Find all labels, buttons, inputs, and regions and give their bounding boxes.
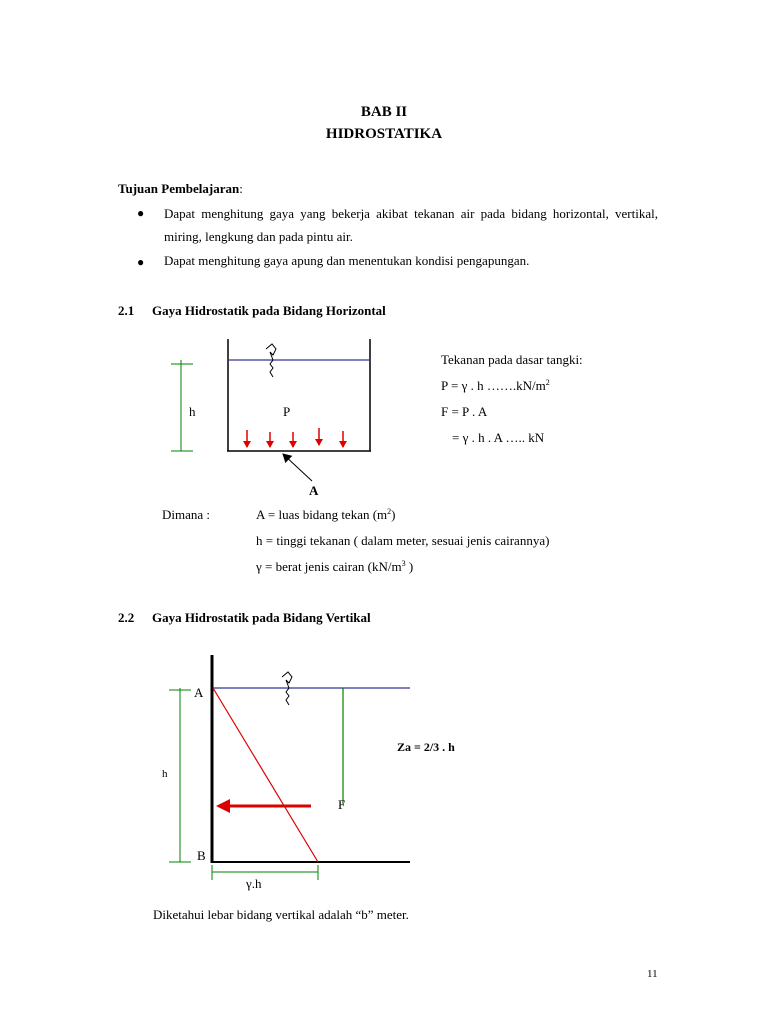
bullet-icon: ● [137, 206, 145, 220]
objectives-heading-colon: : [239, 181, 243, 196]
za-formula: Za = 2/3 . h [397, 740, 455, 754]
chapter-number: BAB II [360, 104, 408, 120]
resultant-force-arrowhead [216, 799, 230, 813]
section-2-2-number: 2.2 [118, 610, 135, 625]
figure1-label-a: A [309, 483, 319, 498]
objective-item-2: Dapat menghitung gaya apung dan menentukan kondisi pengapungan. [164, 253, 530, 268]
definition-a-close: ) [391, 507, 396, 522]
definition-gamma-text: γ = berat jenis cairan (kN/m [256, 559, 402, 574]
page-number: 11 [647, 968, 658, 980]
figure2-label-b: B [197, 848, 206, 863]
objective-item-1: Dapat menghitung gaya yang bekerja akibat tekanan air pada bidang horizontal, vertikal, miring, lengkung dan pada pintu air. [164, 206, 658, 244]
definition-gamma-close: ) [405, 559, 414, 574]
figure2-label-h: h [162, 768, 168, 780]
chapter-title: HIDROSTATIKA [325, 126, 443, 142]
section-2-1-title: Gaya Hidrostatik pada Bidang Horizontal [152, 303, 386, 318]
where-label: Dimana : [162, 507, 211, 522]
definition-a-exponent: 2 [387, 507, 392, 516]
figure1-label-h: h [189, 404, 196, 419]
formula-pressure-exponent: 2 [545, 378, 550, 387]
formula-pressure: P = γ . h …….kN/m [441, 378, 546, 393]
formula-line-4: = γ . h . A ….. kN [452, 430, 545, 445]
bullet-icon: ● [137, 255, 145, 269]
figure2-label-a: A [194, 685, 204, 700]
figure1-label-p: P [283, 404, 291, 419]
figure2-label-gamma-h: γ.h [246, 876, 262, 891]
formula-line-3: F = P . A [441, 404, 488, 419]
figure2-label-f: F [338, 797, 346, 812]
formula-line-1: Tekanan pada dasar tangki: [441, 352, 583, 367]
definition-h: h = tinggi tekanan ( dalam meter, sesuai jenis cairannya) [256, 533, 550, 548]
definition-a-text: A = luas bidang tekan (m [256, 507, 388, 522]
section-2-2-title: Gaya Hidrostatik pada Bidang Vertikal [152, 610, 371, 625]
width-note: Diketahui lebar bidang vertikal adalah “b” meter. [153, 907, 409, 922]
definition-gamma-exponent: 3 [401, 559, 406, 568]
pressure-distribution-line [213, 688, 318, 862]
objectives-heading-text: Tujuan Pembelajaran [118, 181, 240, 196]
section-2-1-number: 2.1 [118, 303, 135, 318]
